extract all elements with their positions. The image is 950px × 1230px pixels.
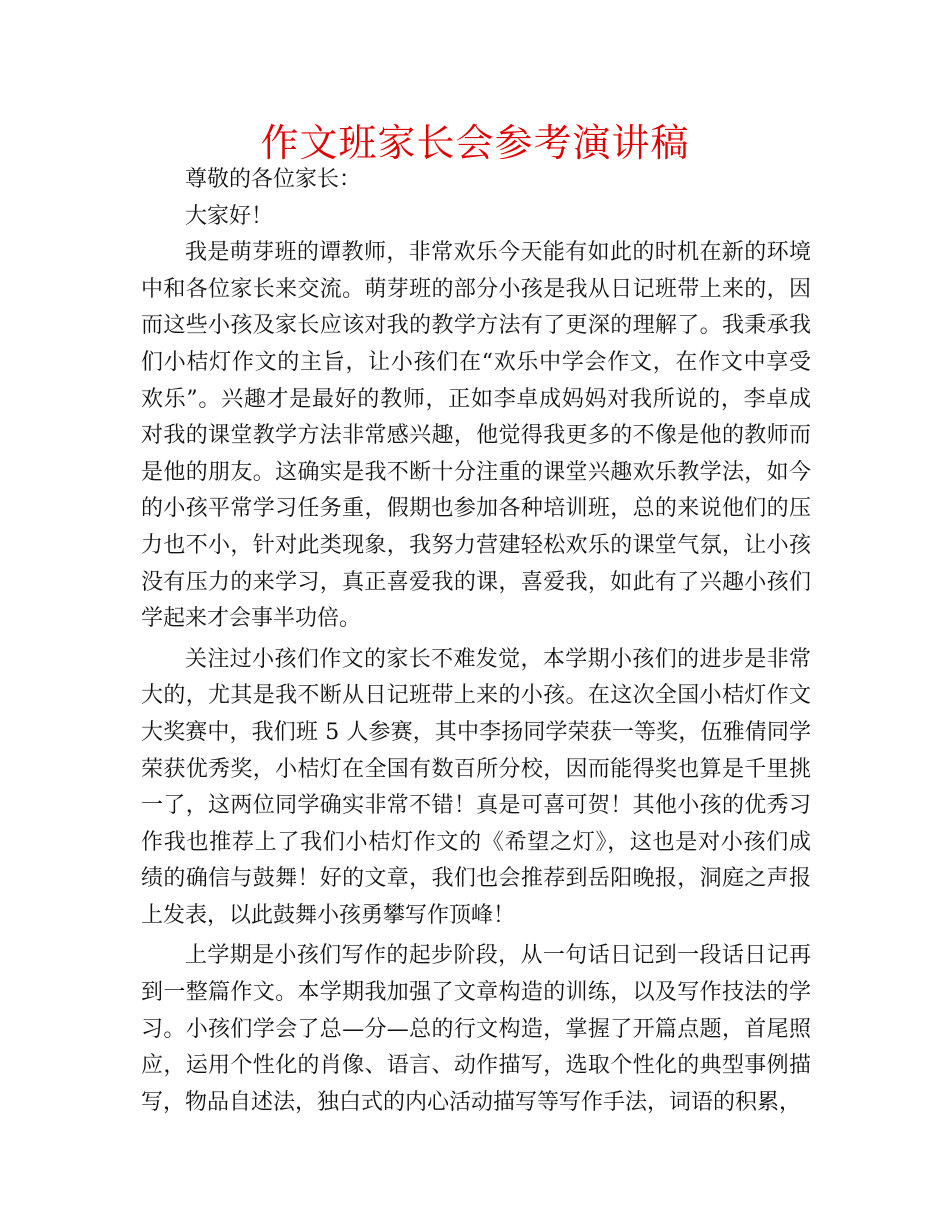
- body-paragraph: 上学期是小孩们写作的起步阶段，从一句话日记到一段话日记再到一整篇作文。本学期我加强了文章构造的训练，以及写作技法的学习。小孩们学会了总—分—总的行文构造，掌握了开篇点题，首尾照应，运用个性化的肖像、语言、动作描写，选取个性化的典型事例描写，物品自述法，独白式的内心活动描写等写作手法，词语的积累，: [141, 943, 811, 1115]
- document-body: [141, 162, 811, 1121]
- greeting-paragraph: 大家好！: [185, 203, 274, 229]
- document-title: 作文班家长会参考演讲稿: [260, 121, 690, 165]
- body-paragraph: 关注过小孩们作文的家长不难发觉，本学期小孩们的进步是非常大的，尤其是我不断从日记班带上来的小孩。在这次全国小桔灯作文大奖赛中，我们班 5 人参赛，其中李扬同学荣获一等奖，伍雅倩同学荣获优秀奖，小桔灯在全国有数百所分校，因而能得奖也算是千里挑一了，这两位同学确实非常不错！真是可喜可贺！其他小孩的优秀习作我也推荐上了我们小桔灯作文的《希望之灯》，这也是对小孩们成绩的确信与鼓舞！好的文章，我们也会推荐到岳阳晚报，洞庭之声报上发表，以此鼓舞小孩勇攀写作顶峰！: [141, 646, 811, 928]
- salutation-paragraph: 尊敬的各位家长：: [185, 167, 362, 192]
- body-paragraph: 我是萌芽班的谭教师，非常欢乐今天能有如此的时机在新的环境中和各位家长来交流。萌芽班的部分小孩是我从日记班带上来的，因而这些小孩及家长应该对我的教学方法有了更深的理解了。我秉承我们小桔灯作文的主旨，让小孩们在“欢乐中学会作文，在作文中享受欢乐”。兴趣才是最好的教师，正如李卓成妈妈对我所说的，李卓成对我的课堂教学方法非常感兴趣，他觉得我更多的不像是他的教师而是他的朋友。这确实是我不断十分注重的课堂兴趣欢乐教学法，如今的小孩平常学习任务重，假期也参加各种培训班，总的来说他们的压力也不小，针对此类现象，我努力营建轻松欢乐的课堂气氛，让小孩没有压力的来学习，真正喜爱我的课，喜爱我，如此有了兴趣小孩们学起来才会事半功倍。: [141, 240, 811, 632]
